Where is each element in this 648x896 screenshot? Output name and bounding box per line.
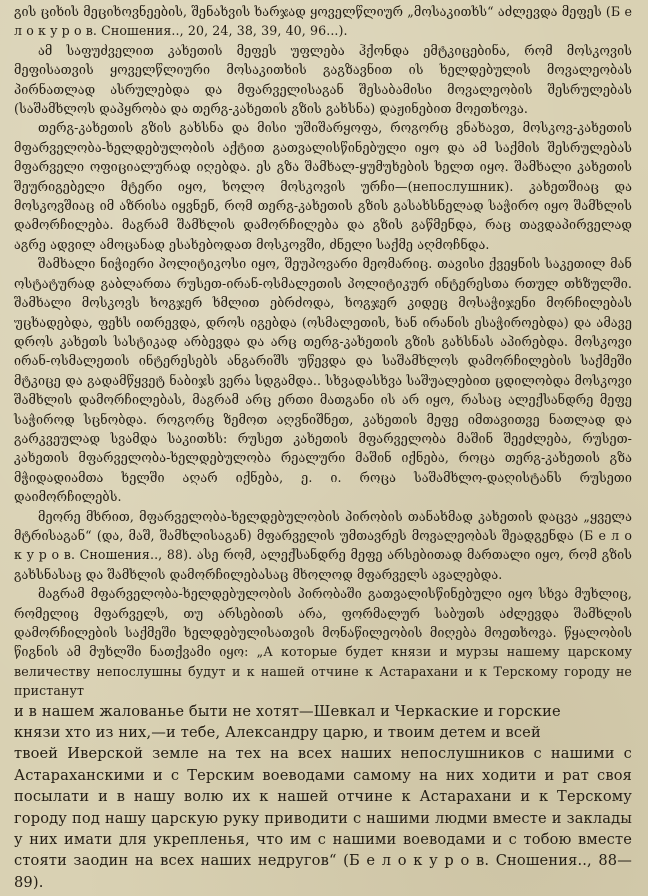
quote-line: князи хто из них,—и тебе, Александру царю, и твоим детем и всей: [14, 724, 541, 742]
paragraph-protection-duty: მეორე მხრით, მფარველობა-ხელდებულობის პირობის თანახმად კახეთის დაცვა „ყველა მტრისაგან“ (და, მაშ, შამხლისაგან) მფარველის უმთავრეს მოვალეობას შეადგენდა (Б е л о к у р о в. Сношения.., 88). ასე რომ, ალექსანდრე მეფე არსებითად მართალი იყო, რომ გზის გახსნასაც და შამხლის დამორჩილებასაც მხოლოდ მფარველს ავალებდა.: [14, 508, 632, 582]
paragraph-russian-quote: [14, 701, 632, 894]
paragraph-charter-clause: მაგრამ მფარველობა-ხელდებულობის პირობაში გათვალისწინებული იყო სხვა მუხლიც, რომელიც მფარველს, თუ არსებითს არა, ფორმალურ საბუთს აძლევდა შამხლის დამორჩილების საქმეში ხელდებულისათვის მონაწილეობის მიღება მოეთხოვა. წყალობის წიგნის ამ მუხლში ნათქვამი იყო: „А которые будет князи и мурзы нашему царскому величеству непослушны будут и к нашей отчине к Астарахани и к Терскому городу не пристанут: [14, 586, 632, 699]
quote-line: и в нашем жалованье быти не хотят—Шевкал и Черкаские и горские: [14, 702, 561, 720]
paragraph-continuation: გის ციხის მეციხოვნეების, შენახვის ხარჯად ყოველწლიურ „მოსაკითხს“ აძლევდა მეფეს (Б е л о к у р о в. Сношения.., 20, 24, 38, 39, 40, 96...).: [14, 4, 632, 39]
paragraph-tergi-road: თერგ-კახეთის გზის გახსნა და მისი უშიშარყოფა, როგორც ვნახავთ, მოსკოვ-კახეთის მფარველობა-ხელდებულობის აქტით გათვალისწინებული იყო და ამ საქმის შესრულებას მფარველი ოფიციალურად იღებდა. ეს გზა შამხალ-ყუმუხების ხელთ იყო. შამხალი კახეთის შეურიგებელი მტერი იყო, ხოლო მოსკოვის ურჩი—(непослушник). კახეთშიაც და მოსკოვშიაც იმ აზრისა იყვნენ, რომ თერგ-კახეთის გზის გასახსნელად საჭირო იყო შამხლის დამორჩილება. მაგრამ შამხლის დამორჩილება და გზის გაწმენდა, რაც თავდაპირველად აგრე ადვილ ამოცანად ესახებოდათ მოსკოვში, ძნელი საქმე აღმოჩნდა.: [14, 120, 632, 252]
quote-line: твоей Иверской земле на тех на всех наших непослушников с нашими с Астараханскими и с Терским воеводами самому на них ходити и рат своя посылати и в нашу волю их к нашей отчине к Астарахани и к Терскому городу под нашу царскую руку приводити с нашими людми вместе и заклады у них имати для укрепленья, что им с нашими воеводами и с тобою вместе стояти заодин на всех наших недругов“ (Б е л о к у р о в. Сношения.., 88—89).: [14, 745, 632, 891]
paragraph-tribute-argument: ამ საფუძველით კახეთის მეფეს უფლება ჰქონდა ემტკიცებინა, რომ მოსკოვის მეფისათვის ყოველწლიური მოსაკითხის გაგზავნით ის ხელდებულის მოვალეობას პირნათლად ასრულებდა და მფარველისაგან შესაბამისი მოვალეობის შესრულებას (საშამხლოს დაპყრობა და თერგ-კახეთის გზის გახსნა) დაჟინებით მოეთხოვა.: [14, 42, 632, 117]
paragraph-shamkhal-politics: შამხალი ნიჭიერი პოლიტიკოსი იყო, შეუპოვარი მეომარიც. თავისი ქვეყნის საკეთილ მან ოსტატურად გაბლართა რუსეთ-ირან-ოსმალეთის პოლიტიკურ ინტერესთა რთულ თხზულში. შამხალი მოსკოვს ხოგჯერ ხმლით ებრძოდა, ხოგჯერ კიდეც მოსაჭიჯენი მორჩილებას უცხადებდა, ფეხს ითრევდა, დროს იგებდა (ოსმალეთის, ხან ირანის ესაჭიროებდა) და ამავე დროს კახეთს სასტიკად არბევდა და არც თერგ-კახეთის გზის გახსნას აპირებდა. მოსკოვი ირან-ოსმალეთის ინტერესებს ანგარიშს უწევდა და საშამხლოს დამორჩილების საქმეში მტკიცე და გადამწყვეტ ნაბიჯს ვერა სდგამდა.. სხვადასხვა საშუალებით ცდილობდა მოსკოვი შამხლის დამორჩილებას, მაგრამ არც ერთი მათგანი ის არ იყო, რასაც ალექსანდრე მეფე საჭიროდ სცნობდა. როგორც ზემოთ აღვნიშნეთ, კახეთის მეფე იმთავითვე ნათლად და გარკვეულად სვამდა საკითხს: რუსეთ კახეთის მფარველობა მაშინ შეეძლება, რუსეთ-კახეთის მფარველობა-ხელდებულობა რეალური მაშინ იქნება, როცა თერგ-კახეთის გზა მჭიდადიამთა ხელში აღარ იქნება, ე. ი. როცა საშამხლო-დაღისტანს რუსეთი დაიმორჩილებს.: [14, 256, 632, 505]
